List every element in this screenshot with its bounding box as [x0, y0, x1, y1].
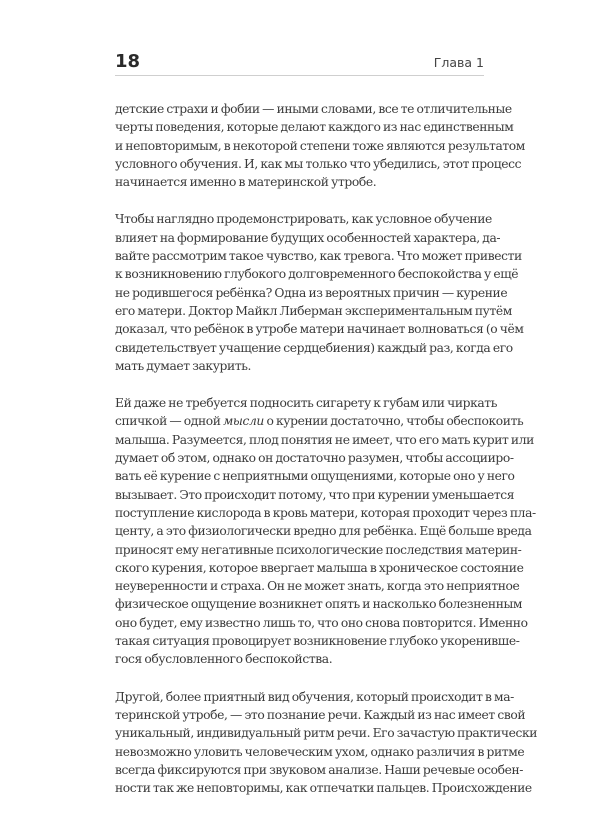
text-line: неуверенности и страха. Он не может знать, когда это неприятное: [115, 579, 520, 594]
text-line: центу, а это физиологически вредно для ребёнка. Ещё больше вреда: [115, 524, 532, 539]
page-number: 18: [115, 51, 141, 72]
text-line: не родившегося ребёнка? Одна из вероятных причин — курение: [115, 285, 508, 300]
text-line: начинается именно в материнской утробе.: [115, 175, 377, 190]
text-line: доказал, что ребёнок в утробе матери начинает волноваться (о чём: [115, 322, 524, 337]
text-segment: спичкой — одной: [115, 414, 224, 429]
text-line: малыша. Разумеется, плод понятия не имеет, что его мать курит или: [115, 432, 534, 447]
text-line: поступление кислорода в кровь матери, которая проходит через пла-: [115, 505, 536, 520]
text-line: гося обусловленного беспокойства.: [115, 652, 333, 667]
text-line: всегда фиксируются при звуковом анализе. Наши речевые особен-: [115, 762, 524, 777]
text-line: условного обучения. И, как мы только что убедились, этот процесс: [115, 156, 522, 171]
body-text: [115, 100, 538, 816]
chapter-title: Глава 1: [433, 55, 484, 70]
page-header: [115, 51, 484, 72]
text-line: мать думает закурить.: [115, 358, 252, 373]
text-line: такая ситуация провоцирует возникновение глубоко укоренивше-: [115, 634, 520, 649]
text-line: физическое ощущение возникнет опять и насколько болезненным: [115, 597, 523, 612]
header-divider: [115, 75, 484, 76]
text-line: Чтобы наглядно продемонстрировать, как условное обучение: [115, 212, 492, 227]
text-line: свидетельствует учащение сердцебиения) каждый раз, когда его: [115, 340, 513, 355]
paragraph-2: [115, 210, 524, 375]
text-line: влияет на формирование будущих особенностей характера, да-: [115, 230, 501, 245]
text-line: думает об этом, однако он достаточно разумен, чтобы ассоцииро-: [115, 451, 514, 466]
paragraph-3: [115, 394, 536, 668]
text-line: вызывает. Это происходит потому, что при курении уменьшается: [115, 487, 515, 502]
text-line: Ей даже не требуется подносить сигарету к губам или чиркать: [115, 396, 498, 411]
text-line: теринской утробе, — это познание речи. Каждый из нас имеет свой: [115, 707, 526, 722]
text-line-with-emphasis: [115, 412, 524, 430]
text-line: черты поведения, которые делают каждого из нас единственным: [115, 120, 514, 135]
text-line: невозможно уловить человеческим ухом, однако различия в ритме: [115, 744, 525, 759]
text-line: к возникновению глубокого долговременного беспокойства у ещё: [115, 267, 519, 282]
text-segment: о курении достаточно, чтобы обеспокоить: [263, 414, 524, 429]
text-line: вать её курение с неприятными ощущениями, которые оно у него: [115, 469, 515, 484]
text-line: детские страхи и фобии — иными словами, все те отличительные: [115, 102, 512, 116]
text-line: приносят ему негативные психологические последствия материн-: [115, 542, 522, 557]
text-line: оно будет, ему известно лишь то, что оно снова повторится. Именно: [115, 615, 528, 630]
paragraph-4: [115, 688, 538, 798]
text-line: уникальный, индивидуальный ритм речи. Его зачастую практически: [115, 726, 538, 741]
text-line: и неповторимым, в некоторой степени тоже являются результатом: [115, 138, 525, 153]
paragraph-1: [115, 100, 525, 191]
text-line: Другой, более приятный вид обучения, который происходит в ма-: [115, 689, 514, 704]
text-line: ского курения, которое ввергает малыша в хроническое состояние: [115, 560, 524, 575]
text-line: его матери. Доктор Майкл Либерман экспериментальным путём: [115, 303, 512, 318]
text-line: вайте рассмотрим такое чувство, как тревога. Что может привести: [115, 249, 522, 264]
text-line: ности так же неповторимы, как отпечатки пальцев. Происхождение: [115, 781, 532, 796]
emphasized-word: мысли: [223, 414, 264, 429]
